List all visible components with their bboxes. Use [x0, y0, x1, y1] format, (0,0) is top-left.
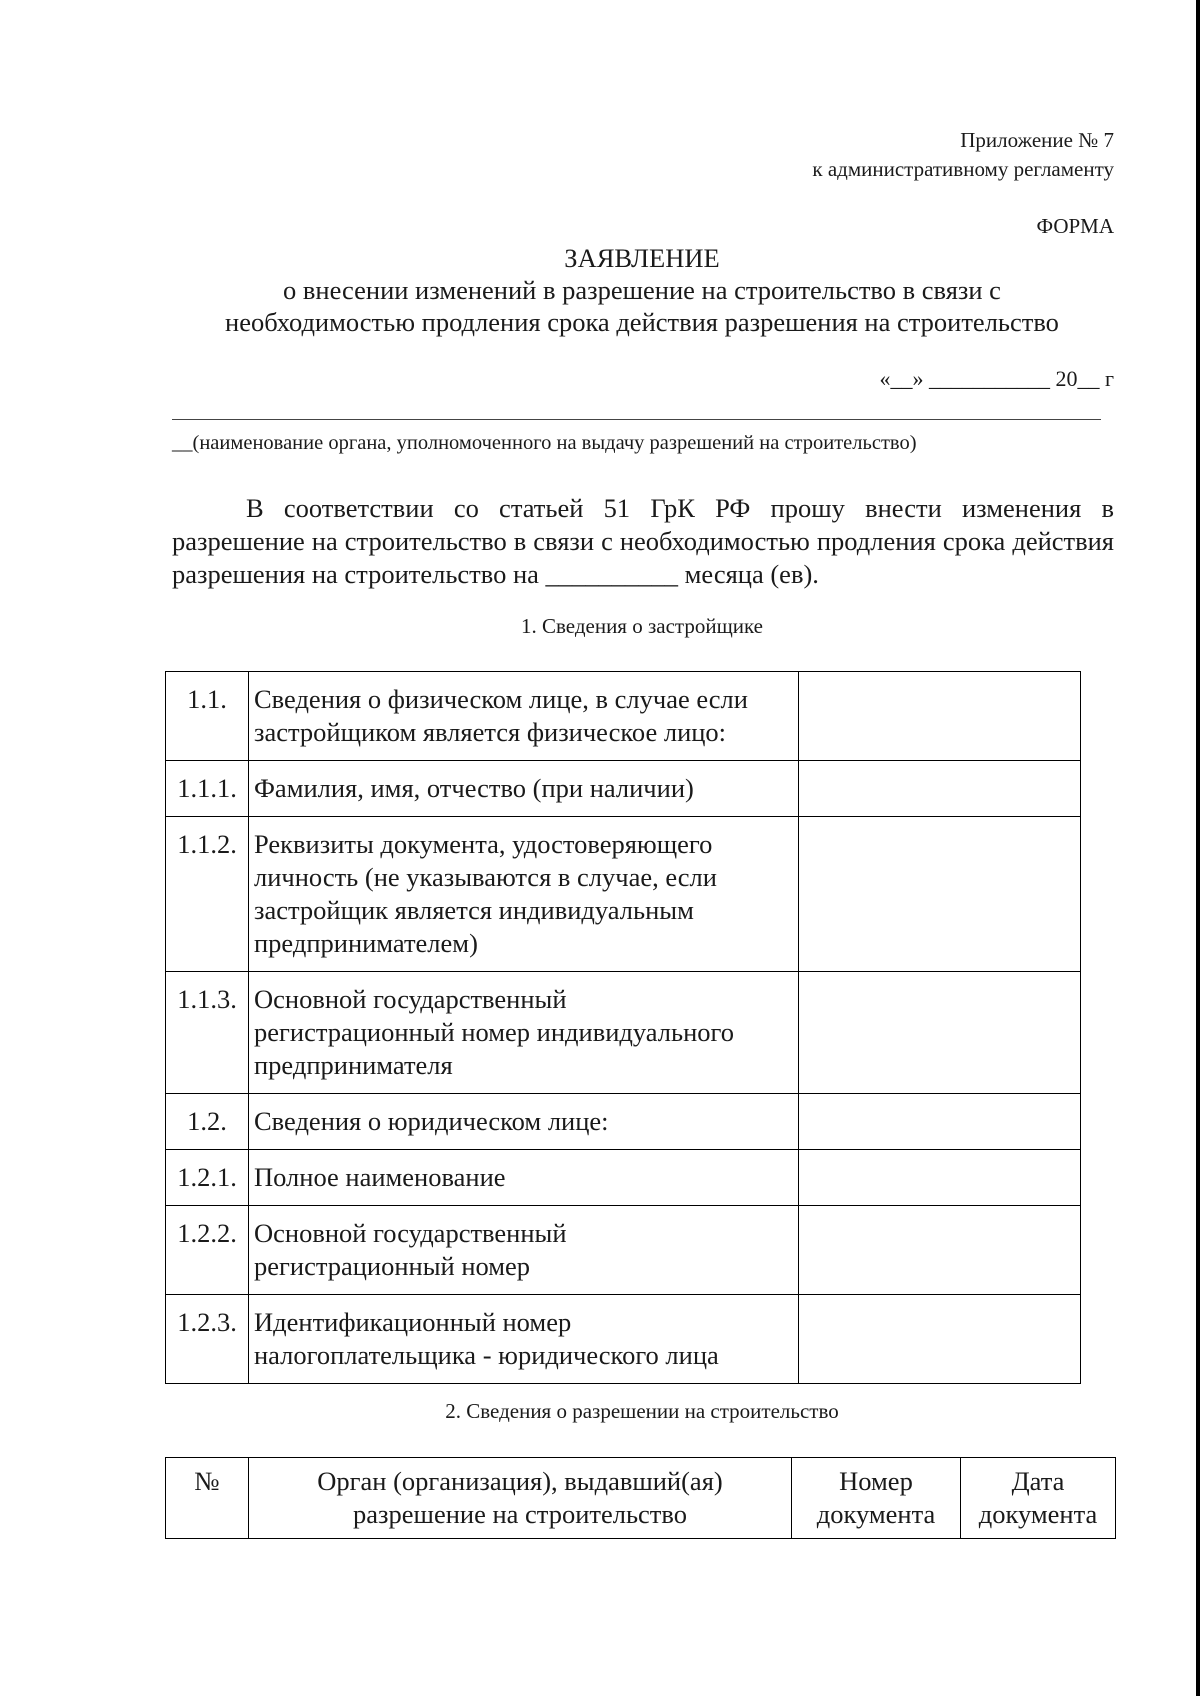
row-value-cell[interactable]: [799, 817, 1081, 972]
row-description: Сведения о физическом лице, в случае если застройщиком является физическое лицо:: [249, 672, 799, 761]
table-row: [166, 1295, 1081, 1384]
row-description: Основной государственный регистрационный номер: [249, 1206, 799, 1295]
form-label: ФОРМА: [1036, 214, 1114, 238]
row-number: 1.2.3.: [166, 1295, 249, 1384]
authority-caption: __(наименование органа, уполномоченного на выдачу разрешений на строительство): [172, 432, 917, 454]
table-row: [166, 761, 1081, 817]
authority-name-field[interactable]: [172, 419, 1101, 420]
row-value-cell[interactable]: [799, 672, 1081, 761]
table-row: [166, 1150, 1081, 1206]
date-field[interactable]: «__» ___________ 20__ г: [879, 366, 1114, 391]
row-number: 1.1.: [166, 672, 249, 761]
row-value-cell[interactable]: [799, 1295, 1081, 1384]
developer-info-table: [165, 671, 1081, 1384]
column-header-number: №: [166, 1458, 249, 1539]
row-number: 1.1.1.: [166, 761, 249, 817]
row-number: 1.2.: [166, 1094, 249, 1150]
row-description: Фамилия, имя, отчество (при наличии): [249, 761, 799, 817]
row-value-cell[interactable]: [799, 972, 1081, 1094]
section-1-heading: 1. Сведения о застройщике: [520, 614, 763, 638]
section-2-heading: 2. Сведения о разрешении на строительство: [445, 1399, 839, 1423]
column-header-issuing-authority: Орган (организация), выдавший(ая) разрешение на строительство: [249, 1458, 792, 1539]
row-value-cell[interactable]: [799, 1094, 1081, 1150]
appendix-subtitle: к административному регламенту: [812, 157, 1114, 181]
row-description: Полное наименование: [249, 1150, 799, 1206]
document-subtitle-line-2: необходимостью продления срока действия разрешения на строительство: [225, 307, 1059, 337]
row-description: Реквизиты документа, удостоверяющего личность (не указываются в случае, если застройщик является индивидуальным предпринимателем): [249, 817, 799, 972]
row-value-cell[interactable]: [799, 761, 1081, 817]
column-header-document-date: Дата документа: [961, 1458, 1116, 1539]
row-description: Сведения о юридическом лице:: [249, 1094, 799, 1150]
row-value-cell[interactable]: [799, 1150, 1081, 1206]
row-number: 1.1.3.: [166, 972, 249, 1094]
row-number: 1.1.2.: [166, 817, 249, 972]
request-paragraph: В соответствии со статьей 51 ГрК РФ прошу внести изменения в разрешение на строительство в связи с необходимостью продления срока действия разрешения на строительство на __________ месяца (ев).: [172, 493, 1114, 589]
appendix-number: Приложение № 7: [960, 128, 1114, 152]
table-row: [166, 672, 1081, 761]
row-description: Основной государственный регистрационный номер индивидуального предпринимателя: [249, 972, 799, 1094]
row-description: Идентификационный номер налогоплательщика - юридического лица: [249, 1295, 799, 1384]
row-number: 1.2.1.: [166, 1150, 249, 1206]
document-subtitle-line-1: о внесении изменений в разрешение на строительство в связи с: [283, 275, 1001, 305]
table-row: [166, 1206, 1081, 1295]
permit-info-table: [165, 1457, 1116, 1539]
table-row: [166, 972, 1081, 1094]
table-header-row: [166, 1458, 1116, 1539]
row-number: 1.2.2.: [166, 1206, 249, 1295]
column-header-document-number: Номер документа: [792, 1458, 961, 1539]
document-title: ЗАЯВЛЕНИЕ: [564, 243, 720, 273]
table-row: [166, 817, 1081, 972]
table-row: [166, 1094, 1081, 1150]
row-value-cell[interactable]: [799, 1206, 1081, 1295]
